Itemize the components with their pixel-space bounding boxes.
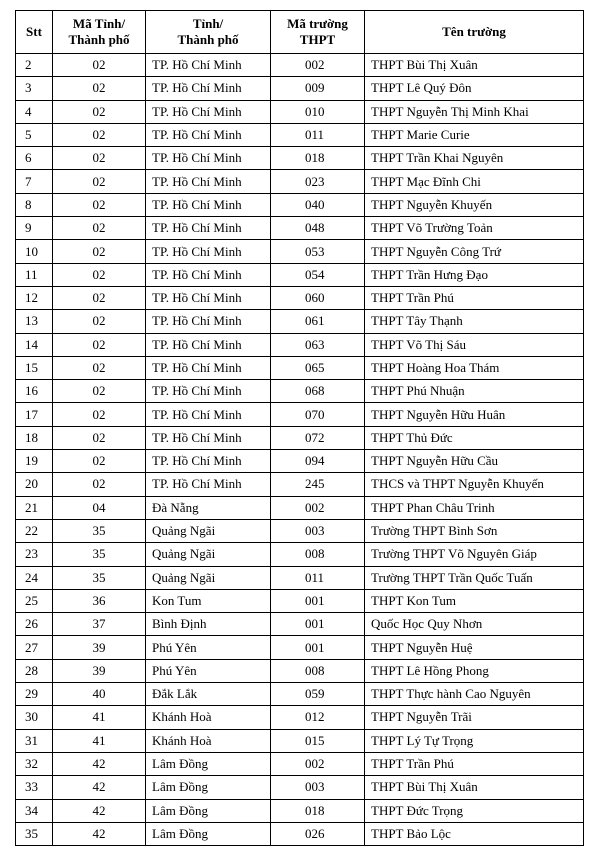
table-row [16,77,584,100]
cell-ma-tinh: 39 [53,659,146,682]
cell-tinh: TP. Hồ Chí Minh [146,333,271,356]
cell-ma-tinh: 02 [53,100,146,123]
table-row [16,776,584,799]
cell-ma-tinh: 02 [53,123,146,146]
cell-ten-truong: Quốc Học Quy Nhơn [365,613,584,636]
cell-ma-truong: 068 [271,380,365,403]
cell-ten-truong: THPT Hoàng Hoa Thám [365,356,584,379]
cell-ma-tinh: 42 [53,776,146,799]
cell-ma-tinh: 02 [53,310,146,333]
table-row [16,217,584,240]
cell-ma-truong: 040 [271,193,365,216]
cell-ten-truong: THPT Trần Phú [365,286,584,309]
cell-ma-tinh: 02 [53,450,146,473]
cell-tinh: TP. Hồ Chí Minh [146,426,271,449]
cell-tinh: Quảng Ngãi [146,543,271,566]
cell-ten-truong: THPT Trần Phú [365,752,584,775]
cell-ma-tinh: 02 [53,54,146,77]
cell-tinh: TP. Hồ Chí Minh [146,263,271,286]
cell-tinh: Lâm Đồng [146,799,271,822]
cell-tinh: TP. Hồ Chí Minh [146,77,271,100]
cell-stt: 31 [16,729,53,752]
cell-ten-truong: THPT Marie Curie [365,123,584,146]
cell-stt: 28 [16,659,53,682]
cell-tinh: Đà Nẵng [146,496,271,519]
cell-ma-truong: 001 [271,589,365,612]
cell-stt: 4 [16,100,53,123]
table-row [16,706,584,729]
cell-ten-truong: THPT Nguyễn Khuyến [365,193,584,216]
cell-ma-truong: 002 [271,752,365,775]
cell-ma-tinh: 02 [53,356,146,379]
cell-ten-truong: THPT Mạc Đĩnh Chi [365,170,584,193]
cell-tinh: Phú Yên [146,659,271,682]
cell-tinh: Quảng Ngãi [146,566,271,589]
cell-stt: 15 [16,356,53,379]
cell-ma-tinh: 04 [53,496,146,519]
cell-ma-tinh: 35 [53,566,146,589]
cell-tinh: Lâm Đồng [146,752,271,775]
cell-ten-truong: THPT Bùi Thị Xuân [365,54,584,77]
table-row [16,426,584,449]
cell-ma-tinh: 41 [53,729,146,752]
cell-ten-truong: THPT Trần Khai Nguyên [365,147,584,170]
cell-tinh: TP. Hồ Chí Minh [146,123,271,146]
cell-stt: 23 [16,543,53,566]
cell-tinh: TP. Hồ Chí Minh [146,403,271,426]
table-row [16,636,584,659]
cell-tinh: TP. Hồ Chí Minh [146,380,271,403]
cell-stt: 6 [16,147,53,170]
table-row [16,822,584,845]
cell-ten-truong: THPT Kon Tum [365,589,584,612]
table-row [16,519,584,542]
cell-ma-truong: 015 [271,729,365,752]
cell-ma-truong: 001 [271,613,365,636]
cell-ma-tinh: 02 [53,426,146,449]
cell-stt: 19 [16,450,53,473]
cell-ma-truong: 059 [271,683,365,706]
table-row [16,659,584,682]
cell-ten-truong: THPT Nguyễn Trãi [365,706,584,729]
table-row [16,170,584,193]
cell-stt: 21 [16,496,53,519]
cell-ten-truong: THPT Võ Trường Toản [365,217,584,240]
cell-tinh: TP. Hồ Chí Minh [146,193,271,216]
table-row [16,193,584,216]
cell-ma-truong: 018 [271,799,365,822]
table-row [16,263,584,286]
cell-stt: 9 [16,217,53,240]
cell-ten-truong: THPT Tây Thạnh [365,310,584,333]
cell-stt: 18 [16,426,53,449]
cell-stt: 32 [16,752,53,775]
cell-stt: 29 [16,683,53,706]
cell-ten-truong: THPT Võ Thị Sáu [365,333,584,356]
cell-ten-truong: THPT Lý Tự Trọng [365,729,584,752]
cell-ma-truong: 094 [271,450,365,473]
table-body [16,54,584,846]
cell-ma-truong: 003 [271,776,365,799]
cell-stt: 12 [16,286,53,309]
header-ten-truong: Tên trường [365,11,584,54]
cell-ma-truong: 008 [271,543,365,566]
table-row [16,589,584,612]
table-row [16,356,584,379]
cell-ma-truong: 018 [271,147,365,170]
cell-ma-truong: 072 [271,426,365,449]
cell-ma-truong: 063 [271,333,365,356]
header-stt: Stt [16,11,53,54]
cell-stt: 14 [16,333,53,356]
cell-stt: 20 [16,473,53,496]
cell-ten-truong: Trường THPT Võ Nguyên Giáp [365,543,584,566]
cell-tinh: Lâm Đồng [146,776,271,799]
cell-ma-tinh: 02 [53,240,146,263]
table-row [16,473,584,496]
cell-ma-truong: 001 [271,636,365,659]
table-row [16,543,584,566]
school-table [15,10,584,846]
cell-ten-truong: THPT Phú Nhuận [365,380,584,403]
cell-tinh: Bình Định [146,613,271,636]
cell-tinh: TP. Hồ Chí Minh [146,147,271,170]
cell-stt: 3 [16,77,53,100]
cell-ma-tinh: 02 [53,193,146,216]
table-row [16,240,584,263]
header-tinh: Tỉnh/ Thành phố [146,11,271,54]
cell-stt: 13 [16,310,53,333]
cell-stt: 10 [16,240,53,263]
cell-ma-truong: 009 [271,77,365,100]
table-row [16,403,584,426]
cell-ma-truong: 010 [271,100,365,123]
cell-ma-tinh: 41 [53,706,146,729]
cell-tinh: TP. Hồ Chí Minh [146,170,271,193]
cell-ten-truong: THPT Lê Hồng Phong [365,659,584,682]
cell-stt: 24 [16,566,53,589]
cell-tinh: Lâm Đồng [146,822,271,845]
cell-ma-truong: 245 [271,473,365,496]
table-row [16,613,584,636]
cell-ma-tinh: 35 [53,519,146,542]
cell-ten-truong: THPT Nguyễn Thị Minh Khai [365,100,584,123]
cell-tinh: TP. Hồ Chí Minh [146,286,271,309]
cell-stt: 25 [16,589,53,612]
cell-ma-tinh: 02 [53,403,146,426]
cell-ma-tinh: 37 [53,613,146,636]
cell-ma-truong: 023 [271,170,365,193]
cell-tinh: TP. Hồ Chí Minh [146,217,271,240]
table-row [16,683,584,706]
header-row [16,11,584,54]
cell-tinh: Phú Yên [146,636,271,659]
cell-ten-truong: THPT Trần Hưng Đạo [365,263,584,286]
cell-ma-tinh: 42 [53,799,146,822]
cell-ma-truong: 008 [271,659,365,682]
table-row [16,566,584,589]
cell-ma-tinh: 42 [53,822,146,845]
table-row [16,729,584,752]
cell-stt: 2 [16,54,53,77]
cell-tinh: TP. Hồ Chí Minh [146,240,271,263]
cell-ten-truong: THPT Nguyễn Huệ [365,636,584,659]
cell-ten-truong: THPT Phan Châu Trinh [365,496,584,519]
cell-ten-truong: THPT Bùi Thị Xuân [365,776,584,799]
header-ma-truong: Mã trường THPT [271,11,365,54]
cell-ma-truong: 061 [271,310,365,333]
cell-ma-tinh: 02 [53,147,146,170]
cell-tinh: TP. Hồ Chí Minh [146,356,271,379]
table-row [16,147,584,170]
cell-ma-truong: 060 [271,286,365,309]
cell-tinh: TP. Hồ Chí Minh [146,100,271,123]
cell-ma-tinh: 02 [53,286,146,309]
table-row [16,752,584,775]
cell-stt: 33 [16,776,53,799]
cell-ma-tinh: 02 [53,217,146,240]
table-row [16,496,584,519]
cell-stt: 17 [16,403,53,426]
cell-ma-truong: 070 [271,403,365,426]
header-ma-tinh: Mã Tỉnh/ Thành phố [53,11,146,54]
cell-ten-truong: Trường THPT Trần Quốc Tuấn [365,566,584,589]
cell-tinh: Khánh Hoà [146,706,271,729]
cell-ma-truong: 048 [271,217,365,240]
cell-tinh: Đắk Lắk [146,683,271,706]
cell-ten-truong: THPT Nguyễn Hữu Huân [365,403,584,426]
cell-tinh: TP. Hồ Chí Minh [146,310,271,333]
cell-ma-tinh: 02 [53,473,146,496]
cell-stt: 8 [16,193,53,216]
cell-stt: 22 [16,519,53,542]
cell-ten-truong: THPT Lê Quý Đôn [365,77,584,100]
cell-stt: 7 [16,170,53,193]
cell-tinh: TP. Hồ Chí Minh [146,450,271,473]
table-row [16,100,584,123]
cell-ma-truong: 026 [271,822,365,845]
table-row [16,450,584,473]
cell-tinh: TP. Hồ Chí Minh [146,473,271,496]
cell-ma-tinh: 35 [53,543,146,566]
cell-ma-tinh: 36 [53,589,146,612]
cell-ma-tinh: 39 [53,636,146,659]
cell-ma-truong: 011 [271,566,365,589]
cell-stt: 11 [16,263,53,286]
cell-stt: 26 [16,613,53,636]
table-row [16,333,584,356]
cell-ma-truong: 012 [271,706,365,729]
table-row [16,54,584,77]
cell-ma-tinh: 02 [53,170,146,193]
cell-stt: 34 [16,799,53,822]
table-row [16,380,584,403]
table-row [16,286,584,309]
cell-ten-truong: THPT Thực hành Cao Nguyên [365,683,584,706]
cell-ma-truong: 011 [271,123,365,146]
cell-ma-truong: 054 [271,263,365,286]
cell-stt: 5 [16,123,53,146]
table-row [16,310,584,333]
cell-tinh: Khánh Hoà [146,729,271,752]
cell-ma-tinh: 42 [53,752,146,775]
cell-ma-truong: 065 [271,356,365,379]
cell-ma-tinh: 40 [53,683,146,706]
cell-ma-tinh: 02 [53,263,146,286]
cell-tinh: Kon Tum [146,589,271,612]
cell-ma-truong: 053 [271,240,365,263]
cell-ma-truong: 003 [271,519,365,542]
cell-stt: 27 [16,636,53,659]
cell-tinh: TP. Hồ Chí Minh [146,54,271,77]
cell-ma-tinh: 02 [53,380,146,403]
cell-ten-truong: Trường THPT Bình Sơn [365,519,584,542]
cell-ma-tinh: 02 [53,333,146,356]
cell-ten-truong: THPT Thủ Đức [365,426,584,449]
cell-ten-truong: THPT Đức Trọng [365,799,584,822]
cell-stt: 30 [16,706,53,729]
cell-ma-truong: 002 [271,54,365,77]
table-row [16,123,584,146]
cell-stt: 35 [16,822,53,845]
cell-ten-truong: THPT Bảo Lộc [365,822,584,845]
cell-ma-truong: 002 [271,496,365,519]
cell-ten-truong: THCS và THPT Nguyễn Khuyến [365,473,584,496]
cell-ma-tinh: 02 [53,77,146,100]
cell-stt: 16 [16,380,53,403]
cell-ten-truong: THPT Nguyễn Hữu Cầu [365,450,584,473]
cell-ten-truong: THPT Nguyễn Công Trứ [365,240,584,263]
cell-tinh: Quảng Ngãi [146,519,271,542]
table-row [16,799,584,822]
